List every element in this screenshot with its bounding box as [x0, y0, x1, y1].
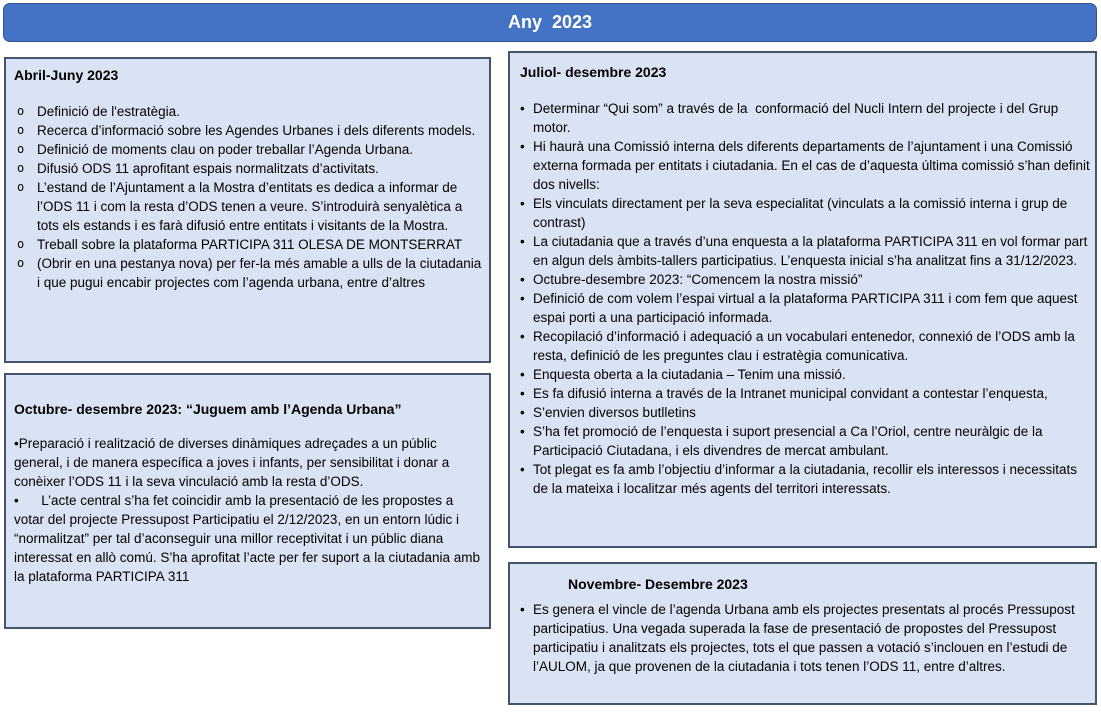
period-header: Novembre- Desembre 2023	[568, 576, 748, 592]
list-item	[520, 327, 1091, 365]
bullet-marker: o	[17, 161, 25, 175]
list-item-text: Preparació i realització de diverses dinàmiques adreçades a un públic general, i de manera específica a joves i infants, per sensibilitat i donar a conèixer l’ODS 11 i la seva vinculació amb la resta d’ODS.	[14, 436, 454, 489]
list-item	[520, 194, 1091, 232]
bullet-marker: o	[17, 256, 25, 270]
bullet-marker: o	[17, 142, 25, 156]
list-item	[14, 491, 483, 586]
bullet-marker: •	[520, 329, 525, 344]
list-item	[520, 270, 1091, 289]
list-item	[14, 235, 483, 254]
bullet-marker: •	[520, 139, 525, 154]
bullet-list	[520, 600, 1089, 676]
bullet-list	[14, 434, 483, 586]
list-item-text: L’estand de l’Ajuntament a la Mostra d’entitats es dedica a informar de l’ODS 11 i com la resta d’ODS tenen a veure. S’introduirà senyalètica a tots els estands i es farà difusió entre entitats i visitants de la Mostra.	[37, 180, 466, 233]
list-item-text: Hi haurà una Comissió interna dels diferents departaments de l’ajuntament i una Comissió externa formada per entitats i ciutadania. En el cas de d’aquesta última comissió s’han definit dos nivells:	[533, 139, 1094, 192]
list-item	[520, 403, 1091, 422]
year-banner	[3, 3, 1097, 42]
bullet-marker: •	[520, 272, 525, 287]
bullet-marker: •	[520, 462, 525, 477]
period-header: Octubre- desembre 2023: “Juguem amb l’Agenda Urbana”	[14, 401, 402, 417]
list-item	[14, 159, 483, 178]
bullet-marker: •	[520, 367, 525, 382]
box-novembre-desembre	[508, 562, 1097, 705]
list-item	[520, 460, 1091, 498]
bullet-marker: •	[14, 493, 19, 508]
list-item	[14, 102, 483, 121]
bullet-marker: •	[520, 602, 525, 617]
box-juliol-desembre	[508, 51, 1097, 548]
bullet-list	[520, 99, 1094, 498]
year-title: Any 2023	[507, 12, 593, 32]
period-header: Juliol- desembre 2023	[520, 64, 667, 80]
period-header: Abril-Juny 2023	[14, 67, 119, 83]
list-item-text: Recerca d’informació sobre les Agendes Urbanes i dels diferents models.	[37, 123, 476, 138]
list-item-text: Enquesta oberta a la ciutadania – Tenim una missió.	[533, 367, 846, 382]
list-item-text: Octubre-desembre 2023: “Comencem la nostra missió”	[533, 272, 863, 287]
list-item-text: (Obrir en una pestanya nova) per fer-la més amable a ulls de la ciutadania i que pugui encabir projectes com l’agenda urbana, entre d’altres	[37, 256, 486, 290]
list-item-text: Treball sobre la plataforma PARTICIPA 311 OLESA DE MONTSERRAT	[37, 237, 463, 252]
list-item-text: Difusió ODS 11 aprofitant espais normalitzats d’activitats.	[37, 161, 379, 176]
bullet-marker: •	[520, 291, 525, 306]
list-item	[14, 434, 483, 491]
bullet-marker: •	[520, 101, 525, 116]
bullet-marker: o	[17, 237, 25, 251]
bullet-marker: •	[520, 405, 525, 420]
list-item-text: La ciutadania que a través d’una enquesta a la plataforma PARTICIPA 311 en vol formar part en algun dels àmbits-tallers participatius. L’enquesta inicial s’ha analitzat fins a 31/12/2023.	[533, 234, 1092, 268]
bullet-marker: o	[17, 123, 25, 137]
list-item-text: S’envien diversos butlletins	[533, 405, 696, 420]
list-item	[520, 99, 1091, 137]
list-item	[14, 121, 483, 140]
bullet-marker: o	[17, 104, 25, 118]
list-item	[14, 140, 483, 159]
list-item-text: Es fa difusió interna a través de la Intranet municipal convidant a contestar l’enquesta,	[533, 386, 1048, 401]
list-item	[520, 600, 1089, 676]
box-octubre-desembre	[4, 373, 491, 629]
bullet-marker: •	[520, 234, 525, 249]
box-abril-juny	[4, 57, 491, 363]
list-item-text: S’ha fet promoció de l’enquesta i suport presencial a Ca l’Oriol, centre neuràlgic de la Participació Ciutadana, i els divendres de mercat ambulant.	[533, 424, 1047, 458]
list-item-text: Recopilació d’informació i adequació a un vocabulari entenedor, connexió de l’ODS amb la resta, definició de les preguntes clau i estratègia comunicativa.	[533, 329, 1079, 363]
bullet-marker: o	[17, 180, 25, 194]
list-item	[14, 254, 486, 292]
list-item	[520, 384, 1091, 403]
bullet-marker: •	[14, 436, 19, 451]
list-item	[14, 178, 483, 235]
list-item-text: Els vinculats directament per la seva especialitat (vinculats a la comissió interna i grup de contrast)	[533, 196, 1072, 230]
list-item-text: Definició de com volem l’espai virtual a la plataforma PARTICIPA 311 i com fem que aquest espai porti a una participació informada.	[533, 291, 1082, 325]
bullet-marker: •	[520, 196, 525, 211]
list-item-text: Definició de moments clau on poder treballar l’Agenda Urbana.	[37, 142, 413, 157]
list-item	[520, 289, 1091, 327]
list-item	[520, 422, 1091, 460]
list-item-text: L’acte central s’ha fet coincidir amb la presentació de les propostes a votar del projecte Pressupost Participatiu el 2/12/2023, en un entorn lúdic i “normalitzat” per tal d’aconseguir una millor receptivitat i un públic diana interessat en allò comú. S’ha aprofitat l’acte per fer suport a la ciutadania amb la plataforma PARTICIPA 311	[14, 493, 484, 584]
list-item-text: Definició de l'estratègia.	[37, 104, 180, 119]
bullet-marker: •	[520, 424, 525, 439]
bullet-list	[14, 102, 486, 292]
list-item	[520, 232, 1091, 270]
list-item-text: Determinar “Qui som” a través de la conformació del Nucli Intern del projecte i del Grup motor.	[533, 101, 1062, 135]
list-item	[520, 365, 1091, 384]
list-item-text: Es genera el vincle de l’agenda Urbana amb els projectes presentats al procés Pressupost participatius. Una vegada superada la fase de presentació de propostes del Pressupost participatiu i analitzats els projectes, tots el que passen a votació s’inclouen en l’estudi de l’AULOM, ja que provenen de la ciutadania i tots tenen l’ODS 11, entre d’altres.	[533, 602, 1079, 674]
bullet-marker: •	[520, 386, 525, 401]
list-item-text: Tot plegat es fa amb l’objectiu d’informar a la ciutadania, recollir els interessos i necessitats de la mateixa i localitzar més agents del territori interessats.	[533, 462, 1081, 496]
list-item	[520, 137, 1094, 194]
